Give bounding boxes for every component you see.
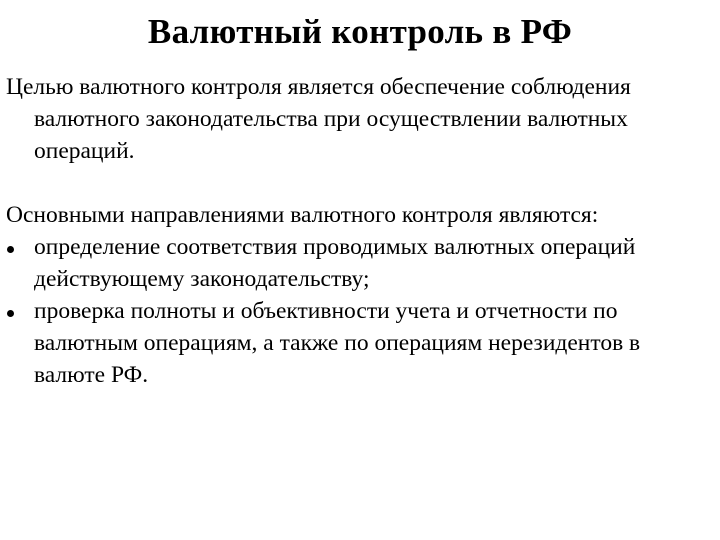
bullet-text: проверка полноты и объективности учета и отчетности по валютным операциям, а также по операциям нерезидентов в валюте РФ. [34,298,641,388]
bullet-item-compliance [6,231,706,295]
goal-paragraph: Целью валютного контроля является обеспечение соблюдения валютного законодательства при осуществлении валютных операций. [6,74,631,164]
bullet-text: определение соответствия проводимых валютных операций действующему законодательству; [34,234,636,292]
bullet-dot-icon [7,310,14,317]
slide-title: Валютный контроль в РФ [147,12,573,51]
directions-paragraph: Основными направлениями валютного контроля являются: [6,202,599,228]
slide-body [6,71,706,391]
bullet-dot-icon [7,246,14,253]
bullet-item-verification [6,295,706,391]
